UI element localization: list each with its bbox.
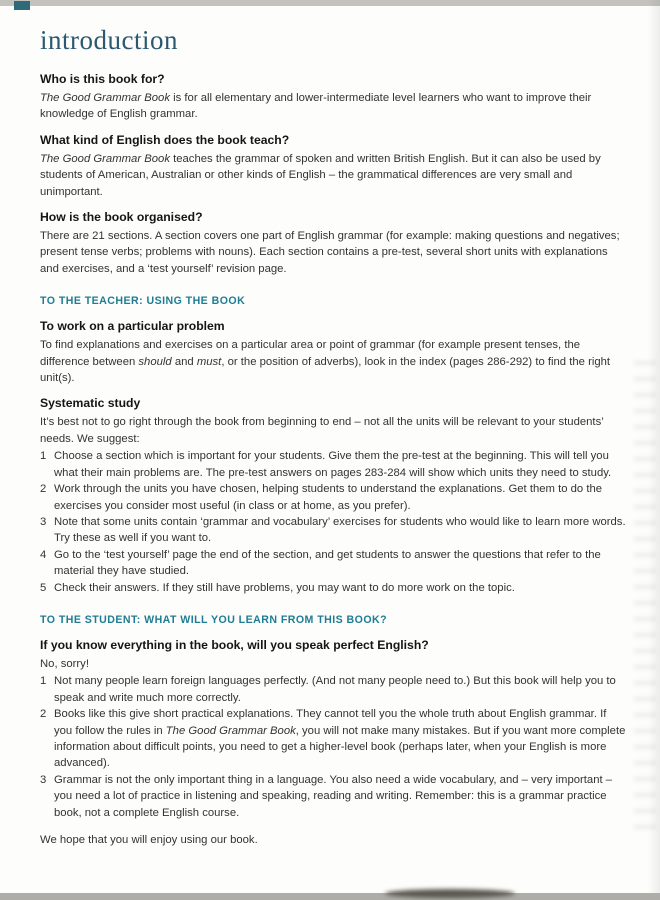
paragraph-systematic-intro: It’s best not to go right through the book from beginning to end – not all the units will be relevant to your students’ needs. We suggest: bbox=[40, 416, 604, 445]
step-number: 2 bbox=[40, 708, 47, 721]
bottom-scan-smudge bbox=[385, 889, 515, 898]
list-item bbox=[40, 448, 626, 481]
paragraph-no-sorry: No, sorry! bbox=[40, 657, 89, 670]
step-number: 4 bbox=[40, 548, 47, 561]
heading-who-is-this-book-for: Who is this book for? bbox=[40, 72, 165, 86]
step-text: Grammar is not the only important thing in a language. You also need a wide vocabulary, and – very important – you need a lot of practice in listening and speaking, reading and writing. Remember: this is a grammar practice book, not a complete English course. bbox=[54, 773, 613, 819]
page-title: introduction bbox=[40, 25, 178, 55]
heading-particular-problem: To work on a particular problem bbox=[40, 319, 225, 334]
paragraph-who: The Good Grammar Book is for all elementary and lower-intermediate level learners who want to improve their knowledge of English grammar. bbox=[40, 92, 592, 121]
paragraph-particular-problem: To find explanations and exercises on a particular area or point of grammar (for example present tenses, the difference between should and must, or the position of adverbs), look in the index (pages 286-292) to find the right unit(s). bbox=[40, 339, 611, 385]
corner-registration-mark bbox=[14, 1, 30, 10]
page-bottom-edge bbox=[0, 893, 660, 900]
list-item bbox=[40, 673, 626, 706]
step-number: 3 bbox=[40, 773, 47, 786]
list-item bbox=[40, 772, 626, 821]
paragraph-how: There are 21 sections. A section covers one part of English grammar (for example: making questions and negatives; present tense verbs; problems with nouns). Each section contains a pre-test, several short units with explanations and exercises, and a ‘test yourself’ revision page. bbox=[40, 230, 620, 275]
step-number: 5 bbox=[40, 581, 47, 594]
page-content bbox=[40, 22, 626, 849]
heading-systematic-study: Systematic study bbox=[40, 396, 141, 411]
step-text: Check their answers. If they still have problems, you may want to do more work on the topic. bbox=[54, 581, 515, 594]
list-item bbox=[40, 706, 626, 772]
step-number: 1 bbox=[40, 675, 47, 688]
list-item bbox=[40, 580, 626, 596]
step-number: 3 bbox=[40, 515, 47, 528]
list-item bbox=[40, 547, 626, 580]
step-text: Choose a section which is important for your students. Give them the pre-test at the beginning. This will tell you what their main problems are. The pre-test answers on pages 283-284 will show which units they need to study. bbox=[54, 450, 612, 479]
page-bleedthrough-texture bbox=[634, 360, 656, 830]
list-item bbox=[40, 481, 626, 514]
paragraph-what: The Good Grammar Book teaches the grammar of spoken and written British English. But it can also be used by students of American, Australian or other kinds of English – the grammatical differences are very small and unimportant. bbox=[40, 152, 601, 198]
heading-how-organised: How is the book organised? bbox=[40, 210, 203, 225]
step-text: Not many people learn foreign languages perfectly. (And not many people need to.) But this book will help you to speak and write much more correctly. bbox=[54, 675, 616, 704]
step-text: Go to the ‘test yourself’ page the end of the section, and get students to answer the questions that refer to the material they have studied. bbox=[54, 548, 601, 578]
list-item bbox=[40, 514, 626, 547]
kicker-to-the-teacher: TO THE TEACHER: USING THE BOOK bbox=[40, 295, 246, 308]
step-text: Books like this give short practical explanations. They cannot tell you the whole truth about English grammar. If you follow the rules in The Good Grammar Book, you will not make many mistakes. But if you want more complete information about difficult points, you need to get a higher-level book (perhaps later, when your English is more advanced). bbox=[54, 708, 626, 770]
heading-what-kind-of-english: What kind of English does the book teach? bbox=[40, 132, 290, 147]
step-text: Note that some units contain ‘grammar and vocabulary’ exercises for students who would like to learn more words. Try these as well if you want to. bbox=[54, 515, 626, 545]
closing-paragraph: We hope that you will enjoy using our book. bbox=[40, 834, 258, 846]
step-text: Work through the units you have chosen, helping students to understand the explanations. Get them to do the exercises you consider most useful (in class or at home, as you prefer). bbox=[54, 483, 603, 512]
heading-perfect-english: If you know everything in the book, will you speak perfect English? bbox=[40, 637, 429, 652]
step-number: 2 bbox=[40, 483, 47, 496]
step-number: 1 bbox=[40, 450, 47, 463]
page-top-edge bbox=[0, 0, 660, 6]
kicker-to-the-student: TO THE STUDENT: WHAT WILL YOU LEARN FROM THIS BOOK? bbox=[40, 613, 388, 626]
